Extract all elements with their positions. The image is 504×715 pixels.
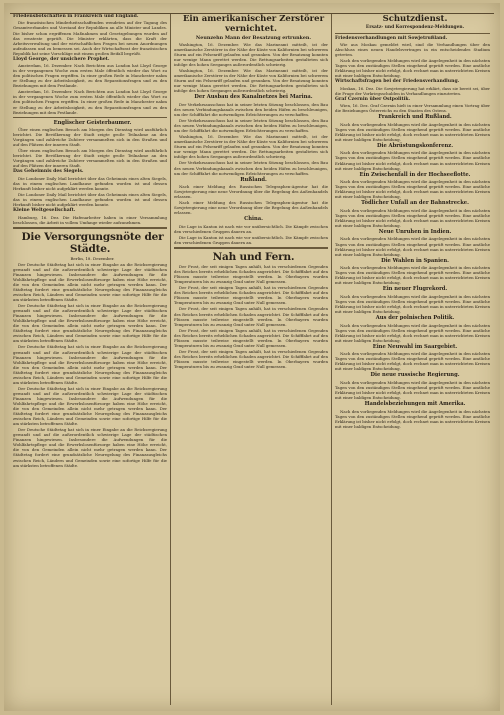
- right-heading-2: Wirtschaftsfragen bei der Friedensverhandlung.: [335, 79, 460, 85]
- right-heading-6: Ein Zwischenfall in der Hochseeflotte.: [359, 171, 471, 178]
- divider: [335, 33, 490, 34]
- left-heading-3: Das Geheimnis des Siegels.: [13, 169, 84, 175]
- left-main-body-4: Der Deutsche Städtetag hat sich in einer Eingabe an die Reichsregierung gewandt und auf die außerordentlich schwierige Lage der städtischen Finanzen hingewiesen. Insbesondere die Aufwendungen für die Wohlfahrtspflege und die Erwerbslosenfürsorge haben eine Höhe erreicht, die von den Gemeinden allein nicht mehr getragen werden kann. Der Städtetag fordert eine grundsätzliche Neuregelung des Finanzausgleichs zwischen Reich, Ländern und Gemeinden sowie eine sofortige Hilfe für die am stärksten betroffenen Städte.: [13, 385, 167, 427]
- center-body-2b: Der Verkehrsausschuss hat in seiner letzten Sitzung beschlossen, den Bau des neuen Verbindungskanals zwischen den beiden Häfen zu beschleunigen, um der Schifffahrt die notwendigen Erleichterungen zu verschaffen.: [174, 118, 328, 134]
- columns: [10, 14, 494, 705]
- right-heading-3: Graf Czernin über Ostpolitik.: [335, 96, 411, 102]
- center-body-5b: Der Frost, der seit einigen Tagen anhält, hat in verschiedenen Gegenden des Reiches bereits erheblichen Schaden angerichtet. Die Schifffahrt auf den Flüssen musste teilweise eingestellt werden. In Oberbayern wurden Temperaturen bis zu zwanzig Grad unter Null gemessen.: [174, 285, 328, 306]
- center-body-5c: Der Frost, der seit einigen Tagen anhält, hat in verschiedenen Gegenden des Reiches bereits erheblichen Schaden angerichtet. Die Schifffahrt auf den Flüssen musste teilweise eingestellt werden. In Oberbayern wurden Temperaturen bis zu zwanzig Grad unter Null gemessen.: [174, 306, 328, 327]
- left-mid-body: Über einen englischen Besuch am Morgen des Dienstag wird ausführlich berichtet. Die Bevölkerung der Stadt zeigte große Teilnahme an den Vorgängen und zahlreiche Zuhörer versammelten sich in den Straßen und auf den Plätzen der inneren Stadt.: [13, 127, 167, 148]
- left-main-body-1: Der Deutsche Städtetag hat sich in einer Eingabe an die Reichsregierung gewandt und auf die außerordentlich schwierige Lage der städtischen Finanzen hingewiesen. Insbesondere die Aufwendungen für die Wohlfahrtspflege und die Erwerbslosenfürsorge haben eine Höhe erreicht, die von den Gemeinden allein nicht mehr getragen werden kann. Der Städtetag fordert eine grundsätzliche Neuregelung des Finanzausgleichs zwischen Reich, Ländern und Gemeinden sowie eine sofortige Hilfe für die am stärksten betroffenen Städte.: [13, 261, 167, 303]
- right-body-10: Nach den vorliegenden Meldungen wird die Angelegenheit in den nächsten Tagen von den zuständigen Stellen eingehend geprüft werden. Eine amtliche Erklärung ist bisher nicht erfolgt, doch rechnet man in unterrichteten Kreisen mit einer baldigen Entscheidung.: [335, 293, 490, 314]
- right-heading-12: Eine Neuwahl im Saargebiet.: [372, 343, 458, 350]
- center-section-russland: Rußland.: [240, 176, 267, 183]
- left-dateline: Berlin, 18. Dezember.: [70, 255, 115, 261]
- left-body-1: Die französischen Minderheitsschaffenden wendeten auf der Tagung des Gesamtverbandes und Vorstand der Republiken an alle Minister und Landes. Die bisher schon ergriffenen Maßnahmen und Gesetzgebungen wurden auf das ernsteste geprüft. Die Minister erklärten, dass die Kraft der Arbeitsverwaltung und der wirtschaftlichen Fragen bei neuen Anordnungen aufzufassen und zu bemessen sei. Auch der Wirtschaftsrat der französischen Republik hat seine Vorschläge mit einem großen Beifall begrüßt.: [13, 20, 167, 56]
- center-body-2: Der Verkehrsausschuss hat in seiner letzten Sitzung beschlossen, den Bau des neuen Verbindungskanals zwischen den beiden Häfen zu beschleunigen, um der Schifffahrt die notwendigen Erleichterungen zu verschaffen.: [174, 101, 328, 118]
- center-subtitle: Neunzehn Mann der Besatzung ertrunken.: [195, 35, 312, 41]
- right-heading-9: Die Wahlen in Spanien.: [381, 257, 449, 264]
- right-body-14: Nach den vorliegenden Meldungen wird die Angelegenheit in den nächsten Tagen von den zuständigen Stellen eingehend geprüft werden. Eine amtliche Erklärung ist bisher nicht erfolgt, doch rechnet man in unterrichteten Kreisen mit einer baldigen Entscheidung.: [335, 408, 490, 429]
- center-title: Ein amerikanischer Zerstörer vernichtet.: [182, 14, 325, 34]
- center-title-2: Nah und Fern.: [212, 251, 295, 264]
- right-subtitle: Ersatz- und Korrespondenz-Meldungen.: [365, 25, 465, 30]
- right-body-13: Nach den vorliegenden Meldungen wird die Angelegenheit in den nächsten Tagen von den zuständigen Stellen eingehend geprüft werden. Eine amtliche Erklärung ist bisher nicht erfolgt, doch rechnet man in unterrichteten Kreisen mit einer baldigen Entscheidung.: [335, 379, 490, 401]
- center-body-2d: Der Verkehrsausschuss hat in seiner letzten Sitzung beschlossen, den Bau des neuen Verbindungskanals zwischen den beiden Häfen zu beschleunigen, um der Schifffahrt die notwendigen Erleichterungen zu verschaffen.: [174, 160, 328, 176]
- right-body-5: Nach den vorliegenden Meldungen wird die Angelegenheit in den nächsten Tagen von den zuständigen Stellen eingehend geprüft werden. Eine amtliche Erklärung ist bisher nicht erfolgt, doch rechnet man in unterrichteten Kreisen mit einer baldigen Entscheidung.: [335, 150, 490, 171]
- right-body-8: Nach den vorliegenden Meldungen wird die Angelegenheit in den nächsten Tagen von den zuständigen Stellen eingehend geprüft werden. Eine amtliche Erklärung ist bisher nicht erfolgt, doch rechnet man in unterrichteten Kreisen mit einer baldigen Entscheidung.: [335, 236, 490, 257]
- right-heading-5: Die Abrüstungskonferenz.: [376, 142, 454, 149]
- center-heading-2: Der Ausbau des Kanalnetzes bei Marina.: [194, 94, 313, 101]
- right-heading-8: Neue Unruhen in Indien.: [378, 228, 452, 235]
- right-body-4: Nach den vorliegenden Meldungen wird die Angelegenheit in den nächsten Tagen von den zuständigen Stellen eingehend geprüft werden. Eine amtliche Erklärung ist bisher nicht erfolgt, doch rechnet man in unterrichteten Kreisen mit einer baldigen Entscheidung.: [335, 121, 490, 142]
- newspaper-page: [4, 3, 500, 711]
- right-heading-14: Handelsbeziehungen mit Amerika.: [364, 401, 466, 408]
- right-heading-10: Ein neuer Flugrekord.: [382, 286, 448, 293]
- right-heading-7: Tödlicher Unfall an der Bahnstrecke.: [361, 200, 469, 207]
- divider: [13, 227, 167, 229]
- center-body-1b: Washington, 16. Dezember. Wie das Marineamt mitteilt, ist der amerikanische Zerstörer in der Nähe der Küste von Kalifornien bei schwerem Sturm auf ein Felsenriff gelaufen und gesunken. Von der Besatzung konnten nur wenige Mann gerettet werden. Die Rettungsarbeiten gestalteten sich infolge des hohen Seeganges außerordentlich schwierig.: [174, 68, 328, 94]
- right-column: [332, 14, 493, 705]
- divider: [13, 117, 167, 118]
- center-section-china: China.: [244, 216, 263, 223]
- right-body-1: Wie aus Moskau gemeldet wird, sind die Verhandlungen über den Abschluss eines neuen Handelsvertrages in ein entscheidendes Stadium getreten.: [335, 41, 490, 57]
- right-title: Schutzdienst.: [382, 14, 448, 24]
- left-main-body-5: Der Deutsche Städtetag hat sich in einer Eingabe an die Reichsregierung gewandt und auf die außerordentlich schwierige Lage der städtischen Finanzen hingewiesen. Insbesondere die Aufwendungen für die Wohlfahrtspflege und die Erwerbslosenfürsorge haben eine Höhe erreicht, die von den Gemeinden allein nicht mehr getragen werden kann. Der Städtetag fordert eine grundsätzliche Neuregelung des Finanzausgleichs zwischen Reich, Ländern und Gemeinden sowie eine sofortige Hilfe für die am stärksten betroffenen Städte.: [13, 427, 167, 468]
- right-heading-1: Friedensverhandlungen mit Sowjetrußland.: [335, 35, 448, 41]
- center-body-3b: Nach einer Meldung des Russischen Telegraphen-Agentur hat die Sowjetregierung eine neue Verordnung über die Regelung des Außenhandels erlassen.: [174, 200, 328, 216]
- right-body-9: Nach den vorliegenden Meldungen wird die Angelegenheit in den nächsten Tagen von den zuständigen Stellen eingehend geprüft werden. Eine amtliche Erklärung ist bisher nicht erfolgt, doch rechnet man in unterrichteten Kreisen mit einer baldigen Entscheidung.: [335, 265, 490, 286]
- center-column: [171, 14, 332, 705]
- left-body-3b: Die Londoner Daily Mail berichtet über das Geheimnis eines alten Siegels, das in einem englischen Landhause gefunden worden ist und dessen Herkunft bisher nicht aufgeklärt werden konnte.: [13, 192, 167, 208]
- left-body-3: Die Londoner Daily Mail berichtet über das Geheimnis eines alten Siegels, das in einem englischen Landhause gefunden worden ist und dessen Herkunft bisher nicht aufgeklärt werden konnte.: [13, 175, 167, 191]
- left-heading-2: Lloyd George, der unsichere Prophet.: [13, 56, 110, 62]
- center-body-5: Der Frost, der seit einigen Tagen anhält, hat in verschiedenen Gegenden des Reiches bereits erheblichen Schaden angerichtet. Die Schifffahrt auf den Flüssen musste teilweise eingestellt werden. In Oberbayern wurden Temperaturen bis zu zwanzig Grad unter Null gemessen.: [174, 264, 328, 285]
- left-main-title: Die Versorgungsnöte der Städte.: [21, 230, 164, 255]
- left-body-2b: Amsterdam, 16. Dezember. Nach Berichten aus London hat Lloyd George in der vergangenen Woche zum ersten Male öffentlich wieder das Wort zu den politischen Fragen ergriffen. In einer großen Rede in Manchester nahm er Stellung zu der Arbeitslosigkeit, zu den Reparationsfragen und zu den Beziehungen mit dem Festlande.: [13, 89, 167, 115]
- center-body-2c: Washington, 16. Dezember. Wie das Marineamt mitteilt, ist der amerikanische Zerstörer in der Nähe der Küste von Kalifornien bei schwerem Sturm auf ein Felsenriff gelaufen und gesunken. Von der Besatzung konnten nur wenige Mann gerettet werden. Die Rettungsarbeiten gestalteten sich infolge des hohen Seeganges außerordentlich schwierig.: [174, 134, 328, 160]
- left-body-4: Hamburg, 16. Dez. Die Hafenarbeiter haben in einer Versammlung beschlossen, die Arbeit in vollem Umfange wieder aufzunehmen.: [13, 214, 167, 225]
- right-body-3: Wien, 16. Dez. Graf Czernin hielt in einer Versammlung einen Vortrag über die Beziehungen Österreichs zu den Staaten des Ostens.: [335, 103, 490, 114]
- center-body-5d: Der Frost, der seit einigen Tagen anhält, hat in verschiedenen Gegenden des Reiches bereits erheblichen Schaden angerichtet. Die Schifffahrt auf den Flüssen musste teilweise eingestellt werden. In Oberbayern wurden Temperaturen bis zu zwanzig Grad unter Null gemessen.: [174, 327, 328, 348]
- left-mid-body-2: Über einen englischen Besuch am Morgen des Dienstag wird ausführlich berichtet. Die Bevölkerung der Stadt zeigte große Teilnahme an den Vorgängen und zahlreiche Zuhörer versammelten sich in den Straßen und auf den Plätzen der inneren Stadt.: [13, 148, 167, 169]
- right-body-12: Nach den vorliegenden Meldungen wird die Angelegenheit in den nächsten Tagen von den zuständigen Stellen eingehend geprüft werden. Eine amtliche Erklärung ist bisher nicht erfolgt, doch rechnet man in unterrichteten Kreisen mit einer baldigen Entscheidung.: [335, 351, 490, 372]
- right-body-7: Nach den vorliegenden Meldungen wird die Angelegenheit in den nächsten Tagen von den zuständigen Stellen eingehend geprüft werden. Eine amtliche Erklärung ist bisher nicht erfolgt, doch rechnet man in unterrichteten Kreisen mit einer baldigen Entscheidung.: [335, 207, 490, 228]
- left-body-2: Amsterdam, 16. Dezember. Nach Berichten aus London hat Lloyd George in der vergangenen Woche zum ersten Male öffentlich wieder das Wort zu den politischen Fragen ergriffen. In einer großen Rede in Manchester nahm er Stellung zu der Arbeitslosigkeit, zu den Reparationsfragen und zu den Beziehungen mit dem Festlande.: [13, 63, 167, 89]
- left-column: [10, 14, 171, 705]
- right-heading-4: Frankreich und Rußland.: [378, 114, 452, 121]
- right-heading-11: Aus der polnischen Politik.: [375, 315, 455, 322]
- left-heading-4: Kleine Weltgesellschaft.: [13, 208, 76, 214]
- left-main-body-3: Der Deutsche Städtetag hat sich in einer Eingabe an die Reichsregierung gewandt und auf die außerordentlich schwierige Lage der städtischen Finanzen hingewiesen. Insbesondere die Aufwendungen für die Wohlfahrtspflege und die Erwerbslosenfürsorge haben eine Höhe erreicht, die von den Gemeinden allein nicht mehr getragen werden kann. Der Städtetag fordert eine grundsätzliche Neuregelung des Finanzausgleichs zwischen Reich, Ländern und Gemeinden sowie eine sofortige Hilfe für die am stärksten betroffenen Städte.: [13, 344, 167, 385]
- right-heading-13: Die neue russische Regierung.: [370, 372, 460, 379]
- right-body-6: Nach den vorliegenden Meldungen wird die Angelegenheit in den nächsten Tagen von den zuständigen Stellen eingehend geprüft werden. Eine amtliche Erklärung ist bisher nicht erfolgt, doch rechnet man in unterrichteten Kreisen mit einer baldigen Entscheidung.: [335, 179, 490, 200]
- center-body-1: Washington, 16. Dezember. Wie das Marineamt mitteilt, ist der amerikanische Zerstörer in der Nähe der Küste von Kalifornien bei schwerem Sturm auf ein Felsenriff gelaufen und gesunken. Von der Besatzung konnten nur wenige Mann gerettet werden. Die Rettungsarbeiten gestalteten sich infolge des hohen Seeganges außerordentlich schwierig.: [174, 42, 328, 68]
- left-heading-1: Friedensbotschaften in Frankreich und England.: [13, 14, 139, 19]
- divider: [174, 247, 328, 249]
- right-body-1b: Nach den vorliegenden Meldungen wird die Angelegenheit in den nächsten Tagen von den zuständigen Stellen eingehend geprüft werden. Eine amtliche Erklärung ist bisher nicht erfolgt, doch rechnet man in unterrichteten Kreisen mit einer baldigen Entscheidung.: [335, 58, 490, 79]
- left-main-body-2: Der Deutsche Städtetag hat sich in einer Eingabe an die Reichsregierung gewandt und auf die außerordentlich schwierige Lage der städtischen Finanzen hingewiesen. Insbesondere die Aufwendungen für die Wohlfahrtspflege und die Erwerbslosenfürsorge haben eine Höhe erreicht, die von den Gemeinden allein nicht mehr getragen werden kann. Der Städtetag fordert eine grundsätzliche Neuregelung des Finanzausgleichs zwischen Reich, Ländern und Gemeinden sowie eine sofortige Hilfe für die am stärksten betroffenen Städte.: [13, 303, 167, 344]
- center-body-5e: Der Frost, der seit einigen Tagen anhält, hat in verschiedenen Gegenden des Reiches bereits erheblichen Schaden angerichtet. Die Schifffahrt auf den Flüssen musste teilweise eingestellt werden. In Oberbayern wurden Temperaturen bis zu zwanzig Grad unter Null gemessen.: [174, 348, 328, 369]
- right-body-2: Moskau, 16. Dez. Die Sowjetregierung hat erklärt, dass sie bereit sei, über die Frage der Vorkriegsschulden in Verhandlungen einzutreten.: [335, 85, 490, 96]
- center-body-4b: Die Lage in Kanton ist nach wie vor unübersichtlich. Die Kämpfe zwischen den verschiedenen Gruppen dauern an.: [174, 235, 328, 246]
- right-body-11: Nach den vorliegenden Meldungen wird die Angelegenheit in den nächsten Tagen von den zuständigen Stellen eingehend geprüft werden. Eine amtliche Erklärung ist bisher nicht erfolgt, doch rechnet man in unterrichteten Kreisen mit einer baldigen Entscheidung.: [335, 322, 490, 343]
- center-body-4: Die Lage in Kanton ist nach wie vor unübersichtlich. Die Kämpfe zwischen den verschiedenen Gruppen dauern an.: [174, 223, 328, 234]
- top-rule: [10, 7, 494, 14]
- left-mid-heading: Englischer Geisterbaumer.: [53, 119, 132, 126]
- center-body-3: Nach einer Meldung des Russischen Telegraphen-Agentur hat die Sowjetregierung eine neue Verordnung über die Regelung des Außenhandels erlassen.: [174, 184, 328, 200]
